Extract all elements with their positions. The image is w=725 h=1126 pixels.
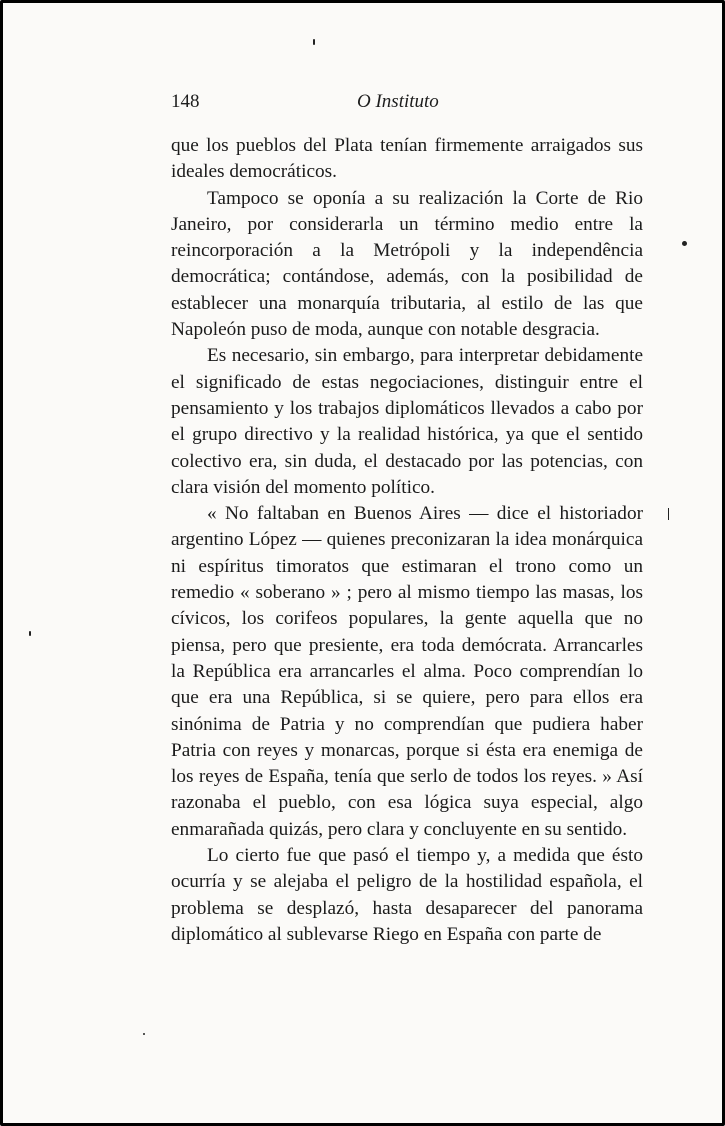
paragraph-quote-lopez: « No faltaban en Buenos Aires — dice el historiador argentino López — quienes preconizaran la idea monárquica ni espíritus timoratos que estimaran el trono como un remedio « soberano » ; pero al mismo tiempo las masas, los cívicos, los corifeos populares, la gente aquella que no piensa, pero que presiente, era toda demócrata. Arrancarles la República era arrancarles el alma. Poco comprendían lo que era una República, si se quiere, pero para ellos era sinónima de Patria y no comprendían que pudiera haber Patria con reyes y monarcas, porque si ésta era enemiga de los reyes de España, tenía que serlo de todos los reyes. » Así razonaba el pueblo, con esa lógica suya especial, algo enmarañada quizás, pero clara y concluyente en su sentido. — [171, 503, 643, 840]
scan-speck — [29, 631, 31, 636]
scan-speck — [143, 1033, 145, 1035]
paragraph-corte-rio-janeiro: Tampoco se oponía a su realización la Corte de Rio Janeiro, por considerarla un término medio entre la reincorporación a la Metrópoli y la independência democrática; contándose, además, con la posibilidad de establecer una monarquía tributaria, al estilo de las que Napoleón puso de moda, aunque con notable desgracia. — [171, 187, 643, 341]
paragraph-riego: Lo cierto fue que pasó el tiempo y, a medida que ésto ocurría y se alejaba el peligro de la hostilidad española, el problema se desplazó, hasta desaparecer del panorama diplomático al sublevarse Riego en España con parte de — [171, 845, 643, 945]
scan-speck — [313, 39, 315, 45]
running-title: O Instituto — [357, 91, 439, 112]
scan-speck — [682, 241, 687, 246]
paragraph-continued: que los pueblos del Plata tenían firmemente arraigados sus ideales democráticos. — [171, 135, 643, 183]
page-header — [171, 91, 643, 117]
body-text — [171, 133, 643, 948]
scan-speck — [668, 508, 669, 520]
paragraph-negociaciones: Es necesario, sin embargo, para interpretar debidamente el significado de estas negociaciones, distinguir entre el pensamiento y los trabajos diplomáticos llevados a cabo por el grupo directivo y la realidad histórica, ya que el sentido colectivo era, sin duda, el destacado por las potencias, con clara visión del momento político. — [171, 345, 643, 498]
page-number: 148 — [171, 91, 200, 112]
